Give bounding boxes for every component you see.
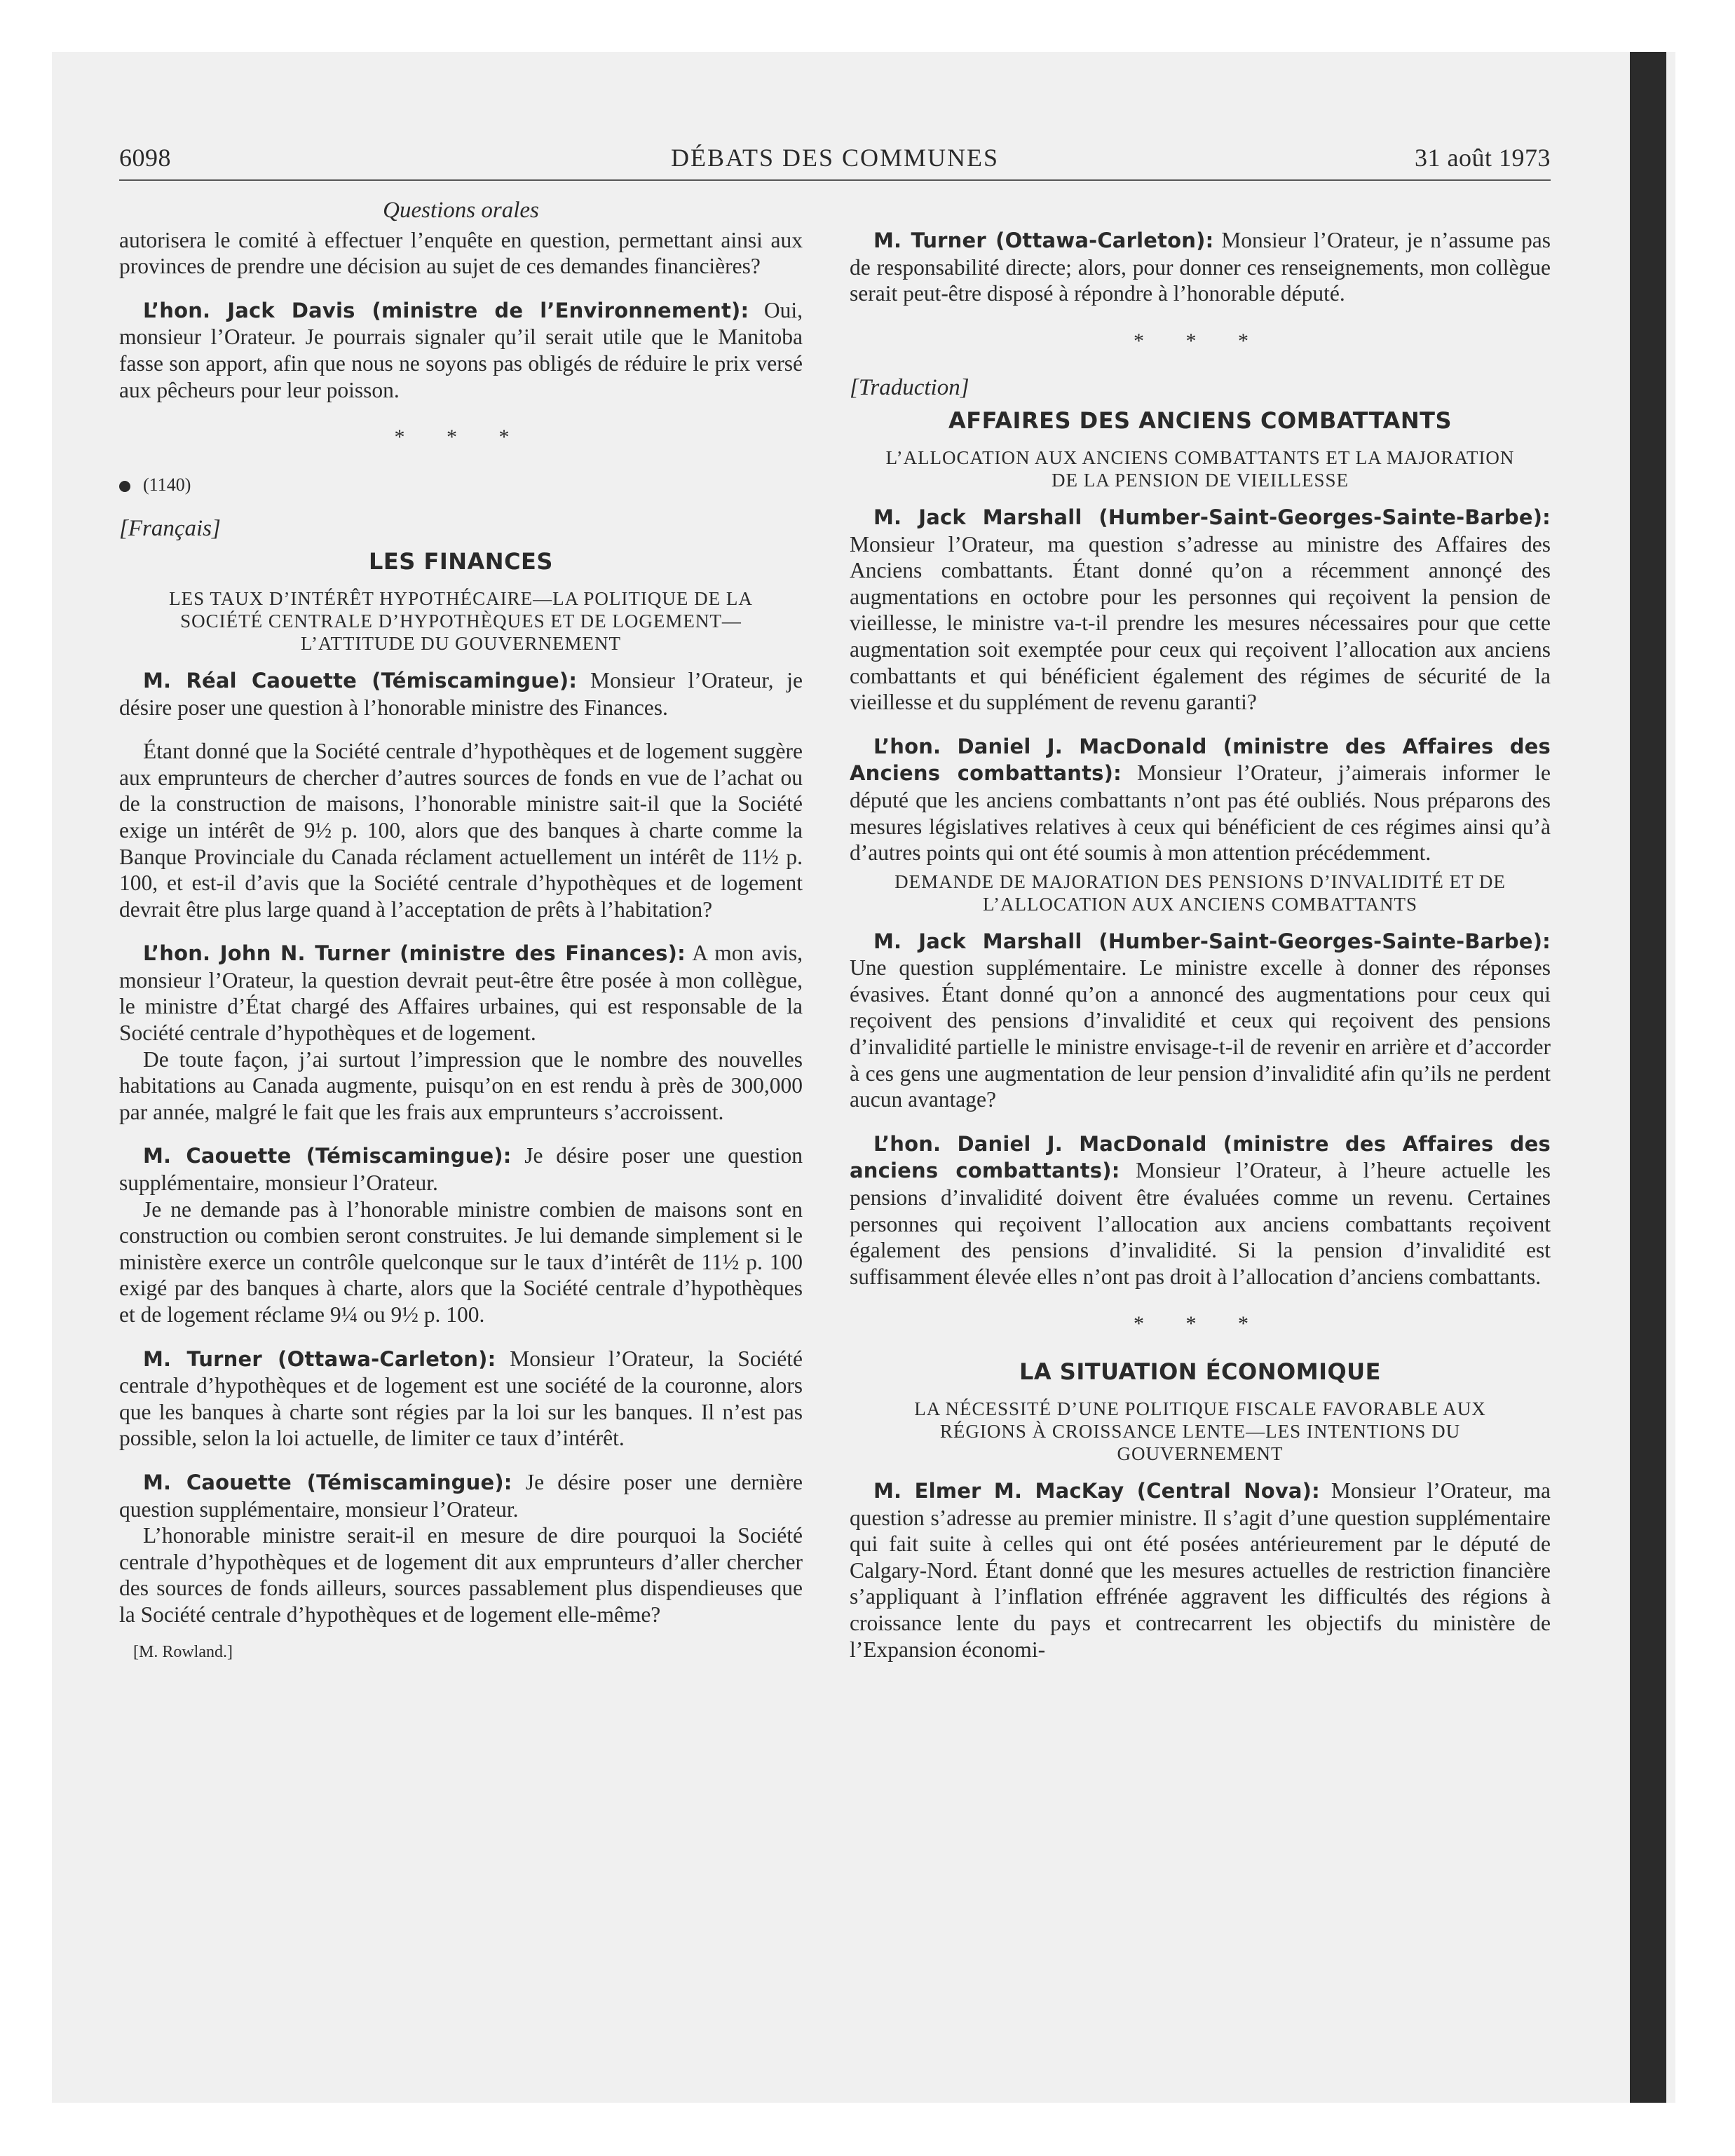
paragraph: autorisera le comité à effectuer l’enquête en question, permettant ainsi aux provinces de prendre une décision au sujet de ces demandes financières? bbox=[119, 227, 803, 279]
speaker-name: M. Caouette (Témiscamingue): bbox=[143, 1144, 512, 1168]
footnote: [M. Rowland.] bbox=[133, 1642, 233, 1661]
speaker-name: M. Turner (Ottawa-Carleton): bbox=[873, 228, 1214, 252]
speech-text: A mon avis, monsieur l’Orateur, la question devrait peut-être être posée à mon collègue, le ministre d’État chargé des Affaires urbaines, qui est responsable de la Société centrale d’hypothèques et de logement. bbox=[119, 941, 803, 1046]
speech-paragraph bbox=[850, 1131, 1551, 1290]
speech-paragraph bbox=[119, 1469, 803, 1522]
speech-text: Monsieur l’Orateur, j’aimerais informer le député que les anciens combattants n’ont pas été oubliés. Nous préparons des mesures législatives relatives à ceux qui bénéficient de ces régimes ainsi qu’à d’autres points qui ont été soumis à mon attention précédemment. bbox=[850, 760, 1551, 866]
section-separator: * * * bbox=[1134, 329, 1267, 353]
speech-paragraph bbox=[119, 297, 803, 403]
speech-paragraph bbox=[119, 1142, 803, 1196]
speech-paragraph bbox=[850, 504, 1551, 716]
speech-paragraph bbox=[119, 1346, 803, 1452]
speaker-name: M. Jack Marshall (Humber-Saint-Georges-Sainte-Barbe): bbox=[873, 929, 1551, 953]
speech-text: Monsieur l’Orateur, à l’heure actuelle les pensions d’invalidité doivent être évaluées comme un revenu. Certaines personnes qui reçoivent l’allocation aux anciens combattants reçoivent également des pensions d’invalidité. Si la pension d’invalidité est suffisamment élevée elles n’ont pas droit à l’allocation d’anciens combattants. bbox=[850, 1158, 1551, 1289]
language-marker: [Traduction] bbox=[850, 375, 969, 401]
paragraph: L’honorable ministre serait-il en mesure de dire pourquoi la Société centrale d’hypothèques et de logement dit aux emprunteurs d’aller chercher des sources de fonds ailleurs, sources passablement plus dispendieuses que la Société centrale d’hypothèques et de logement elle-même? bbox=[119, 1523, 803, 1627]
paragraph: De toute façon, j’ai surtout l’impression que le nombre des nouvelles habitations au Canada augmente, puisqu’on en est rendu à près de 300,000 par année, malgré le fait que les frais aux emprunteurs s’accroissent. bbox=[119, 1046, 803, 1124]
speech-text: Une question supplémentaire. Le ministre excelle à donner des réponses évasives. Étant donné qu’on a annoncé des augmentations pour ceux qui reçoivent des pensions d’invalidité et ceux qui reçoivent des pensions d’invalidité partielle le ministre envisage-t-il de revenir en arrière et d’accorder à ces gens une augmentation de leur pension d’invalidité afin qu’ils ne perdent aucun avantage? bbox=[850, 955, 1551, 1112]
speech-text: Monsieur l’Orateur, ma question s’adresse au ministre des Affaires des Anciens combattants. Étant donné qu’on a récemment annonçé des augmentations en octobre pour les personnes qui reçoivent la pension de vieillesse, le ministre va-t-il prendre les mesures nécessaires pour que cette augmentation soit exemptée pour ceux qui reçoivent l’allocation aux anciens combattants et qui bénéficient également des régimes de sécurité de la vieillesse et du supplément de revenu garanti? bbox=[850, 531, 1551, 715]
speech-paragraph bbox=[850, 928, 1551, 1113]
speaker-name: M. Turner (Ottawa-Carleton): bbox=[143, 1346, 496, 1371]
speech-text: Oui, monsieur l’Orateur. Je pourrais signaler qu’il serait utile que le Manitoba fasse son apport, afin que nous ne soyons pas obligés de réduire le prix versé aux pêcheurs pour leur poisson. bbox=[119, 297, 803, 402]
subheading: DEMANDE DE MAJORATION DES PENSIONS D’INVALIDITÉ ET DE L’ALLOCATION AUX ANCIENS COMBATTANTS bbox=[894, 871, 1506, 915]
section-rubric: LES FINANCES bbox=[369, 547, 553, 575]
bullet-icon bbox=[119, 481, 130, 492]
speech-paragraph bbox=[119, 667, 803, 721]
scan-edge-bar bbox=[1630, 52, 1666, 2103]
speech-paragraph bbox=[850, 1478, 1551, 1663]
speech-text: Monsieur l’Orateur, la Société centrale d’hypothèques et de logement est une société de la couronne, alors que les banques à charte sont régies par la loi sur les banques. Il n’est pas possible, selon la loi actuelle, de limiter ce taux d’intérêt. bbox=[119, 1346, 803, 1451]
speech-paragraph bbox=[119, 940, 803, 1046]
right-column bbox=[850, 198, 1551, 1663]
speech-text: Je désire poser une question supplémentaire, monsieur l’Orateur. bbox=[119, 1143, 803, 1196]
publication-title: DÉBATS DES COMMUNES bbox=[670, 144, 1000, 172]
speaker-name: L’hon. Jack Davis (ministre de l’Environnement): bbox=[143, 298, 749, 322]
speaker-name: M. Elmer M. MacKay (Central Nova): bbox=[873, 1479, 1320, 1503]
speech-text: Monsieur l’Orateur, je n’assume pas de responsabilité directe; alors, pour donner ces renseignements, mon collègue serait peut-être disposé à répondre à l’honorable député. bbox=[850, 228, 1551, 306]
speech-text: Je désire poser une dernière question supplémentaire, monsieur l’Orateur. bbox=[119, 1469, 803, 1522]
subheading: LA NÉCESSITÉ D’UNE POLITIQUE FISCALE FAVORABLE AUX RÉGIONS À CROISSANCE LENTE—LES INTENTIONS DU GOUVERNEMENT bbox=[914, 1398, 1486, 1464]
speaker-name: L’hon. Daniel J. MacDonald (ministre des Affaires des anciens combattants): bbox=[850, 1131, 1551, 1183]
publication-date: 31 août 1973 bbox=[1415, 144, 1551, 172]
section-separator: * * * bbox=[1134, 1312, 1267, 1336]
subheading: LES TAUX D’INTÉRÊT HYPOTHÉCAIRE—LA POLITIQUE DE LA SOCIÉTÉ CENTRALE D’HYPOTHÈQUES ET DE LOGEMENT—L’ATTITUDE DU GOUVERNEMENT bbox=[169, 587, 753, 654]
speech-paragraph bbox=[850, 227, 1551, 307]
section-separator: * * * bbox=[394, 425, 528, 449]
speaker-name: M. Réal Caouette (Témiscamingue): bbox=[143, 668, 578, 692]
speech-text: Monsieur l’Orateur, ma question s’adresse au premier ministre. Il s’agit d’une question supplémentaire qui fait suite à celles qui ont été posées antérieurement par le député de Calgary-Nord. Étant donné que les mesures actuelles de restriction financière s’appliquant à l’inflation effrénée aggravent les difficultés des régions à croissance lente du pays et contrecarrent les objectifs du ministère de l’Expansion économi- bbox=[850, 1478, 1551, 1662]
paragraph: Je ne demande pas à l’honorable ministre combien de maisons sont en construction ou combien seront construites. Je lui demande simplement si le ministère exerce un contrôle quelconque sur le taux d’intérêt de 11½ p. 100 exigé par des banques à charte, alors que la Société centrale d’hypothèques et de logement réclame 9¼ ou 9½ p. 100. bbox=[119, 1196, 803, 1327]
left-column bbox=[119, 198, 803, 1665]
timestamp-text: (1140) bbox=[143, 474, 191, 495]
subheading: L’ALLOCATION AUX ANCIENS COMBATTANTS ET LA MAJORATION DE LA PENSION DE VIEILLESSE bbox=[885, 446, 1515, 491]
speech-paragraph bbox=[850, 733, 1551, 866]
running-head: Questions orales bbox=[383, 198, 539, 223]
speaker-name: M. Caouette (Témiscamingue): bbox=[143, 1470, 512, 1494]
speaker-name: L’hon. John N. Turner (ministre des Finances): bbox=[143, 941, 686, 966]
speech-text: Monsieur l’Orateur, je désire poser une question à l’honorable ministre des Finances. bbox=[119, 667, 803, 720]
section-rubric: AFFAIRES DES ANCIENS COMBATTANTS bbox=[948, 407, 1452, 434]
language-marker: [Français] bbox=[119, 516, 221, 542]
speaker-name: M. Jack Marshall (Humber-Saint-Georges-Sainte-Barbe): bbox=[873, 505, 1551, 529]
speaker-name: L’hon. Daniel J. MacDonald (ministre des Affaires des Anciens combattants): bbox=[850, 734, 1551, 786]
section-rubric: LA SITUATION ÉCONOMIQUE bbox=[1019, 1358, 1382, 1385]
timestamp bbox=[119, 472, 803, 498]
page-number: 6098 bbox=[119, 144, 171, 172]
page-header bbox=[119, 143, 1551, 181]
paragraph: Étant donné que la Société centrale d’hypothèques et de logement suggère aux emprunteurs de chercher d’autres sources de fonds en vue de l’achat ou de la construction de maisons, l’honorable ministre sait-il que la Société exige un intérêt de 9½ p. 100, alors que des banques à charte comme la Banque Provinciale du Canada réclament actuellement un intérêt de 11½ p. 100, et est-il d’avis que la Société centrale d’hypothèques et de logement devrait être plus large quand à l’acceptation de prêts à l’habitation? bbox=[119, 739, 803, 922]
